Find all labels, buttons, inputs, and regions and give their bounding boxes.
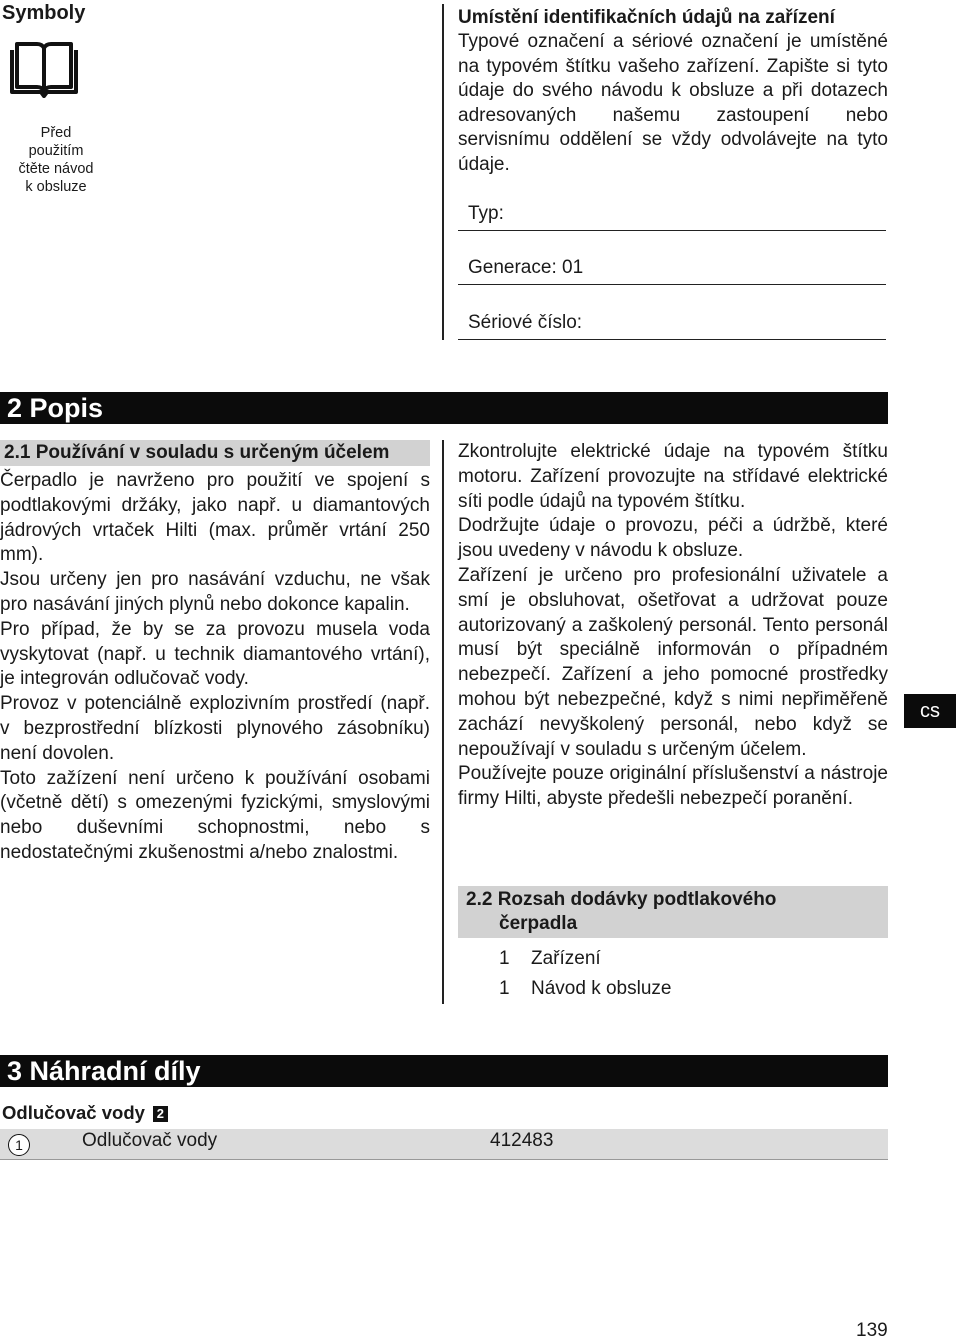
type-label: Typ: <box>468 203 504 224</box>
caption-line: použitím <box>28 143 84 159</box>
type-field <box>458 200 886 231</box>
symbols-heading: Symboly <box>2 2 86 24</box>
section-2-title: 2 Popis <box>7 393 104 423</box>
identification-title: Umístění identifikačních údajů na zařízení <box>458 7 835 28</box>
table-row <box>0 1129 888 1160</box>
subsection-2-2-title-line: 2.2 Rozsah dodávky podtlakového <box>466 889 777 910</box>
symbol-caption <box>2 124 110 196</box>
delivery-item <box>499 978 671 1000</box>
language-tab: cs <box>904 694 956 728</box>
paragraph: Provoz v potenciálně explozivním prostředí (např. v bezprostřední blízkosti plynového zásobníku) není dovolen. <box>0 693 430 764</box>
delivery-name: Zařízení <box>531 948 601 969</box>
paragraph: Čerpadlo je navrženo pro použití ve spojení s podtlakovými držáky, jako např. u diamantových jádrových vrtaček Hilti (max. průměr vrtání 250 mm). <box>0 470 430 566</box>
paragraph: Pro případ, že by se za provozu musela voda vyskytovat (např. u technik diamantového vrtání), je integrován odlučovač vody. <box>0 618 430 690</box>
subsection-2-2-title <box>458 886 888 938</box>
paragraph: Dodržujte údaje o provozu, péči a údržbě, které jsou uvedeny v návodu k obsluze. <box>458 515 888 562</box>
section-2-right-column <box>458 440 888 812</box>
subsection-2-2-title-line: čerpadla <box>499 913 578 934</box>
column-divider <box>442 440 444 1004</box>
generation-label: Generace: 01 <box>468 257 584 278</box>
section-2-bar <box>0 392 888 424</box>
delivery-name: Návod k obsluze <box>531 978 672 999</box>
part-position-circle: 1 <box>8 1134 30 1156</box>
page-number: 139 <box>856 1320 888 1341</box>
paragraph: Toto zažízení není určeno k používání osobami (včetně dětí) s omezenými fyzickými, smyslovými nebo duševními schopnostmi, nebo s nedostatečnými zkušenostmi a/nebo znalostmi. <box>0 767 430 863</box>
paragraph: Zkontrolujte elektrické údaje na typovém štítku motoru. Zařízení provozujte na střídavé elektrické síti podle údajů na typovém štítku. <box>458 441 888 512</box>
caption-line: k obsluze <box>25 179 87 195</box>
delivery-qty: 1 <box>499 978 510 999</box>
part-code: 412483 <box>490 1130 554 1151</box>
caption-line: Před <box>40 125 72 141</box>
delivery-item <box>499 948 601 970</box>
book-icon <box>8 40 80 98</box>
spare-parts-subtitle <box>2 1102 168 1124</box>
paragraph: Používejte pouze originální příslušenství a nástroje firmy Hilti, abyste předešli nebezpečí poranění. <box>458 763 888 810</box>
delivery-qty: 1 <box>499 948 510 969</box>
section-2-left-column <box>0 440 430 866</box>
part-name: Odlučovač vody <box>82 1130 218 1151</box>
section-3-bar <box>0 1055 888 1087</box>
subsection-2-1-title: 2.1 Používání v souladu s určeným účelem <box>0 440 430 466</box>
caption-line: čtěte návod <box>18 161 94 177</box>
serial-label: Sériové číslo: <box>468 312 583 333</box>
identification-block <box>458 5 888 177</box>
column-divider <box>442 4 444 340</box>
identification-text: Typové označení a sériové označení je umístěné na typovém štítku vašeho zařízení. Zapište si tyto údaje do svého návodu k obsluze a při dotazech adresovaných našemu zastoupení nebo servisnímu oddělení se vždy odvolávejte na tyto údaje. <box>458 31 888 175</box>
spare-parts-subtitle-text: Odlučovač vody <box>2 1102 145 1123</box>
paragraph: Zařízení je určeno pro profesionální uživatele a smí je obsluhovat, ošetřovat a udržovat pouze autorizovaný a zaškolený personál. Tento personál musí být speciálně informován o případném nebezpečí. Zařízení a jeho pomocné prostředky mohou být nebezpečné, když s nimi nepřiměřeně zachází nevyškolený personál, nebo když se nepoužívají v souladu s určeným účelem. <box>458 564 888 760</box>
figure-number-badge: 2 <box>153 1106 168 1122</box>
serial-field <box>458 309 886 340</box>
generation-field <box>458 254 886 285</box>
paragraph: Jsou určeny jen pro nasávání vzduchu, ne však pro nasávání jiných plynů nebo dokonce kapalin. <box>0 569 430 615</box>
section-3-title: 3 Náhradní díly <box>7 1056 201 1086</box>
